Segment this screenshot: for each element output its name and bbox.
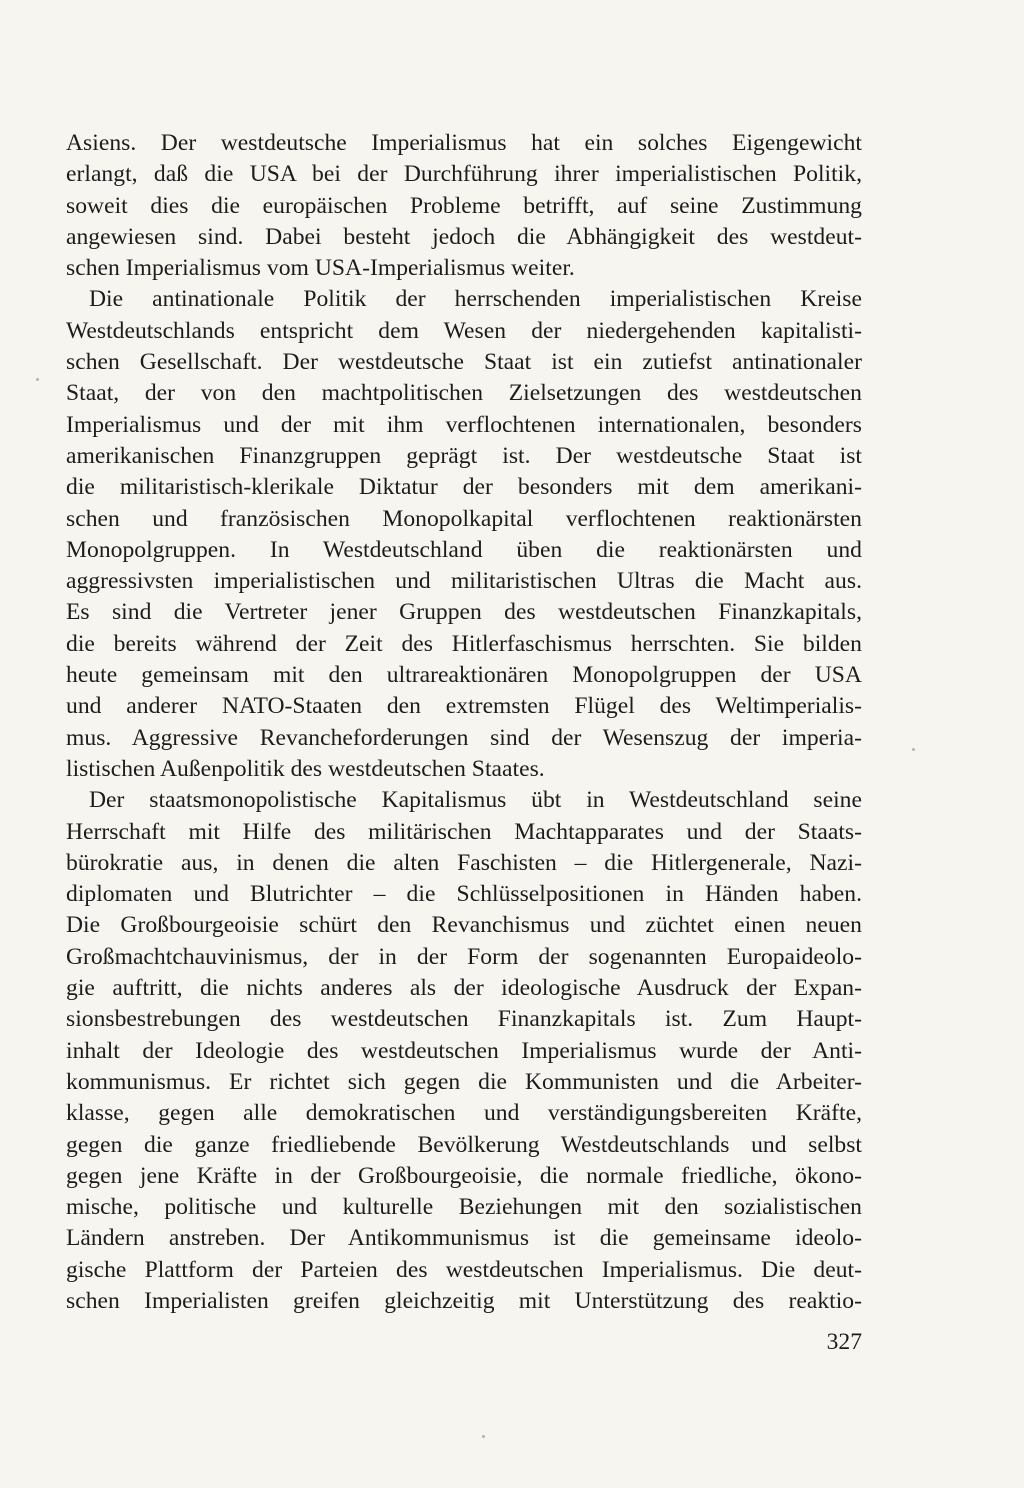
text-line: gie auftritt, die nichts anderes als der ideologische Ausdruck der Expan- <box>66 975 862 1002</box>
text-line: kommunismus. Er richtet sich gegen die Kommunisten und die Arbeiter- <box>66 1068 862 1095</box>
text-line: heute gemeinsam mit den ultrareaktionären Monopolgruppen der USA <box>66 662 862 689</box>
scan-speck <box>482 1435 485 1438</box>
text-line: Ländern anstreben. Der Antikommunismus ist die gemeinsame ideolo- <box>66 1225 862 1252</box>
text-line: die bereits während der Zeit des Hitlerfaschismus herrschten. Sie bilden <box>66 630 862 657</box>
text-line: schen und französischen Monopolkapital verflochtenen reaktionärsten <box>66 505 862 532</box>
text-line: Es sind die Vertreter jener Gruppen des westdeutschen Finanzkapitals, <box>66 599 862 626</box>
text-line: klasse, gegen alle demokratischen und verständigungsbereiten Kräfte, <box>66 1100 862 1127</box>
text-line: Staat, der von den machtpolitischen Zielsetzungen des westdeutschen <box>66 380 862 407</box>
text-line: gegen jene Kräfte in der Großbourgeoisie, die normale friedliche, ökono- <box>66 1162 862 1189</box>
text-line: Der staatsmonopolistische Kapitalismus übt in Westdeutschland seine <box>89 787 862 814</box>
text-line: Die antinationale Politik der herrschenden imperialistischen Kreise <box>89 286 862 313</box>
text-line: soweit dies die europäischen Probleme betrifft, auf seine Zustimmung <box>66 192 862 219</box>
text-line: gegen die ganze friedliebende Bevölkerung Westdeutschlands und selbst <box>66 1131 862 1158</box>
text-line: sionsbestrebungen des westdeutschen Finanzkapitals ist. Zum Haupt- <box>66 1006 862 1033</box>
text-line: schen Imperialismus vom USA-Imperialismus weiter. <box>66 255 575 282</box>
text-line: listischen Außenpolitik des westdeutschen Staates. <box>66 755 545 782</box>
text-line: gische Plattform der Parteien des westdeutschen Imperialismus. Die deut- <box>66 1256 862 1283</box>
text-line: Monopolgruppen. In Westdeutschland üben die reaktionärsten und <box>66 536 862 563</box>
scan-speck <box>912 748 915 751</box>
text-line: die militaristisch-klerikale Diktatur der besonders mit dem amerikani- <box>66 474 862 501</box>
text-line: erlangt, daß die USA bei der Durchführung ihrer imperialistischen Politik, <box>66 161 862 188</box>
text-line: diplomaten und Blutrichter – die Schlüsselpositionen in Händen haben. <box>66 881 862 908</box>
text-line: Die Großbourgeoisie schürt den Revanchismus und züchtet einen neuen <box>66 912 862 939</box>
scan-speck <box>36 378 39 381</box>
text-line: angewiesen sind. Dabei besteht jedoch die Abhängigkeit des westdeut- <box>66 223 862 250</box>
text-line: Westdeutschlands entspricht dem Wesen der niedergehenden kapitalisti- <box>66 317 862 344</box>
text-line: mus. Aggressive Revancheforderungen sind der Wesenszug der imperia- <box>66 724 862 751</box>
text-line: Großmachtchauvinismus, der in der Form der sogenannten Europaideolo- <box>66 943 862 970</box>
page-number: 327 <box>826 1329 862 1355</box>
text-line: und anderer NATO-Staaten den extremsten Flügel des Weltimperialis- <box>66 693 862 720</box>
text-line: aggressivsten imperialistischen und militaristischen Ultras die Macht aus. <box>66 568 862 595</box>
body-text <box>66 128 862 1317</box>
text-line: mische, politische und kulturelle Beziehungen mit den sozialistischen <box>66 1194 862 1221</box>
text-line: schen Gesellschaft. Der westdeutsche Staat ist ein zutiefst antinationaler <box>66 349 862 376</box>
text-line: Imperialismus und der mit ihm verflochtenen internationalen, besonders <box>66 411 862 438</box>
text-line: bürokratie aus, in denen die alten Faschisten – die Hitlergenerale, Nazi- <box>66 849 862 876</box>
text-line: schen Imperialisten greifen gleichzeitig mit Unterstützung des reaktio- <box>66 1287 862 1314</box>
text-line: Herrschaft mit Hilfe des militärischen Machtapparates und der Staats- <box>66 818 862 845</box>
text-line: Asiens. Der westdeutsche Imperialismus hat ein solches Eigengewicht <box>66 130 862 156</box>
text-line: amerikanischen Finanzgruppen geprägt ist. Der westdeutsche Staat ist <box>66 442 862 469</box>
text-line: inhalt der Ideologie des westdeutschen Imperialismus wurde der Anti- <box>66 1037 862 1064</box>
